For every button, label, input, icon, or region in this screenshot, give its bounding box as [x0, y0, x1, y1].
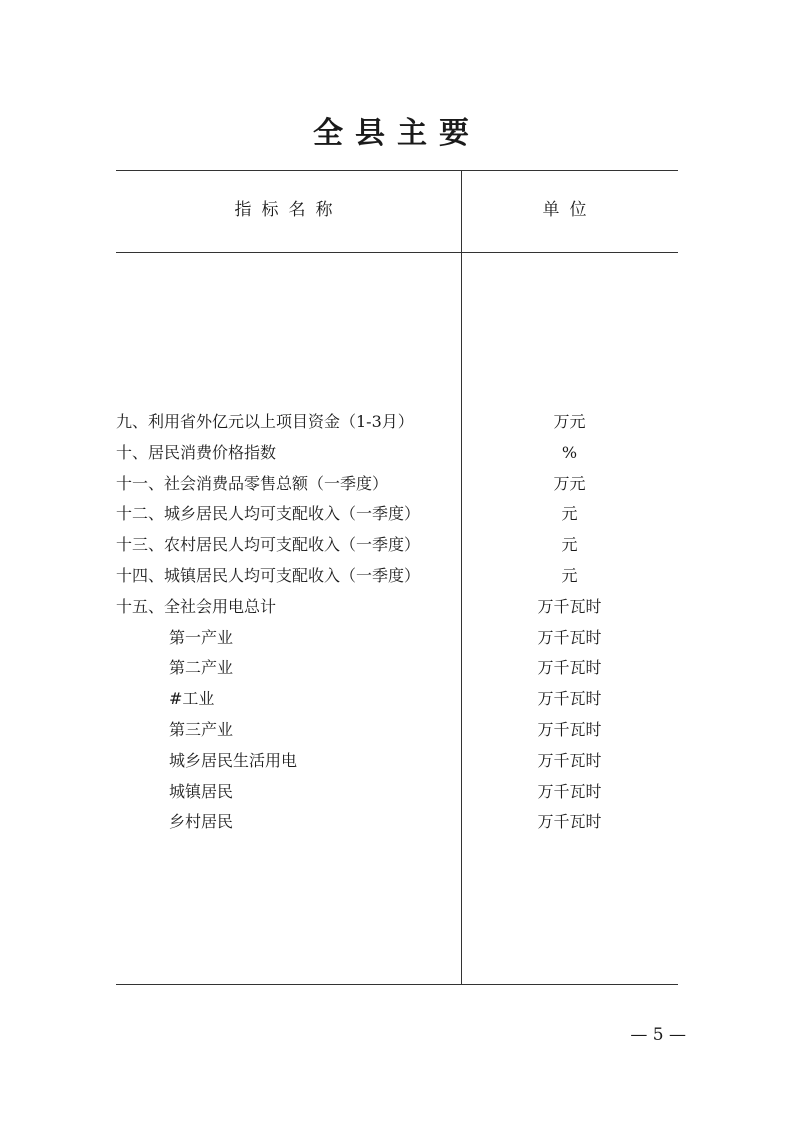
- indicator-unit: 万千瓦时: [537, 781, 602, 801]
- table-row: [116, 745, 678, 776]
- table-row: [116, 776, 678, 807]
- indicator-name: 十二、城乡居民人均可支配收入（一季度）: [116, 504, 421, 524]
- table-row: [116, 652, 678, 683]
- table-row: [116, 683, 678, 714]
- page-number: — 5 —: [630, 1025, 686, 1045]
- table-row: [116, 498, 678, 529]
- column-header-name: 指标名称: [234, 200, 343, 220]
- indicator-unit: 万千瓦时: [537, 627, 602, 647]
- table-row: [116, 806, 678, 837]
- indicator-name: 第二产业: [169, 658, 234, 678]
- indicator-name: 十四、城镇居民人均可支配收入（一季度）: [116, 566, 421, 585]
- indicator-name: 九、利用省外亿元以上项目资金（1-3月）: [116, 412, 414, 431]
- indicator-unit: 万千瓦时: [537, 596, 602, 616]
- table-row: [116, 591, 678, 622]
- table-row: [116, 437, 678, 468]
- indicator-name: 第一产业: [169, 627, 234, 647]
- indicator-name: 乡村居民: [169, 812, 234, 832]
- page-title: 全县主要: [313, 116, 481, 151]
- column-header-unit: 单位: [542, 200, 597, 220]
- indicator-name: 十三、农村居民人均可支配收入（一季度）: [116, 535, 421, 555]
- indicator-name: 城镇居民: [169, 781, 234, 801]
- indicator-name: 十五、全社会用电总计: [116, 596, 277, 616]
- indicator-unit: 万千瓦时: [537, 750, 602, 770]
- indicator-name: 十、居民消费价格指数: [116, 442, 277, 462]
- indicator-unit: 万元: [553, 412, 586, 431]
- indicator-name: #工业: [169, 689, 215, 709]
- table-row: [116, 529, 678, 560]
- indicator-unit: 万千瓦时: [537, 658, 602, 678]
- indicator-unit: 万千瓦时: [537, 812, 602, 832]
- table-row: [116, 622, 678, 653]
- indicator-unit: 万千瓦时: [537, 720, 602, 739]
- table-row: [116, 406, 678, 437]
- indicator-unit: 元: [561, 535, 578, 555]
- table-header-rule: [116, 252, 678, 253]
- table-top-rule: [116, 170, 678, 171]
- indicator-unit: 元: [561, 504, 578, 524]
- indicator-unit: 元: [561, 566, 578, 585]
- indicator-name: 十一、社会消费品零售总额（一季度）: [116, 473, 389, 493]
- table-bottom-rule: [116, 984, 678, 985]
- indicator-unit: %: [561, 442, 578, 462]
- table-row: [116, 714, 678, 745]
- indicator-unit: 万元: [553, 473, 586, 493]
- table-row: [116, 560, 678, 591]
- table-row: [116, 468, 678, 499]
- indicator-unit: 万千瓦时: [537, 689, 602, 709]
- indicator-name: 第三产业: [169, 720, 234, 739]
- indicator-name: 城乡居民生活用电: [169, 750, 298, 770]
